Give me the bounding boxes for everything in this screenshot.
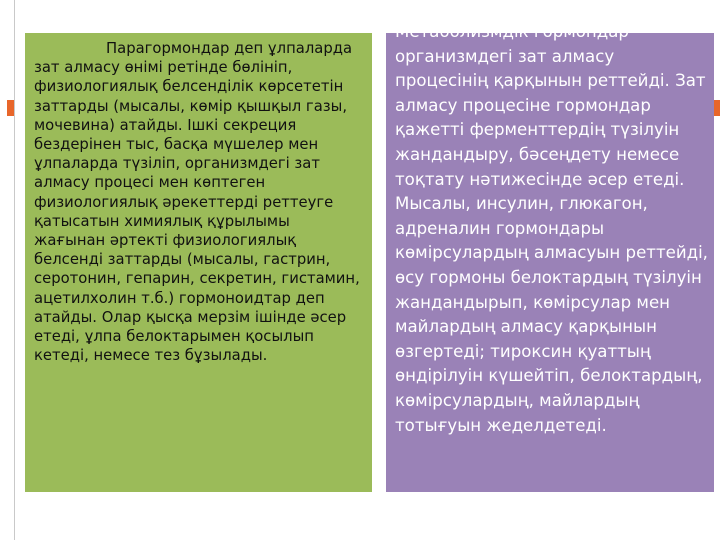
left-decorative-bar	[0, 0, 15, 540]
paragormones-text-box	[25, 33, 372, 492]
metabolic-hormones-paragraph: Метаболизмдік гормондар организмдегі зат алмасу процесінің қарқынын реттейді. Зат алмасу процесіне гормондар қажетті ферменттердің түзілуін жандандыру, бәсеңдету немесе тоқтату нәтижесінде әсер етеді. Мысалы, инсулин, глюкагон, адреналин гормондары көмірсулардың алмасуын реттейді, өсу гормоны белоктардың түзілуін жандандырып, көмірсулар мен майлардың алмасу қарқынын өзгертеді; тироксин қуаттың өндірілуін күшейтіп, белоктардың, көмірсулардың, майлардың тотығуын жеделдетеді.	[395, 22, 708, 435]
left-accent-mark	[7, 100, 14, 116]
metabolic-hormones-text-box	[386, 22, 714, 492]
paragormones-paragraph: Парагормондар деп ұлпаларда зат алмасу өнімі ретінде бөлініп, физиологиялық белсенділік көрсететін заттарды (мысалы, көмір қышқыл газы, мочевина) атайды. Ішкі секреция бездерінен тыс, басқа мүшелер мен ұлпаларда түзіліп, организмдегі зат алмасу процесі мен көптеген физиологиялық әрекеттерді реттеуге қатысатын химиялық құрылымы жағынан әртекті физиологиялық белсенді заттарды (мысалы, гастрин, серотонин, гепарин, секретин, гистамин, ацетилхолин т.б.) гормоноидтар деп атайды. Олар қысқа мерзім ішінде әсер етеді, ұлпа белоктарымен қосылып кетеді, немесе тез бұзылады.	[34, 40, 360, 365]
